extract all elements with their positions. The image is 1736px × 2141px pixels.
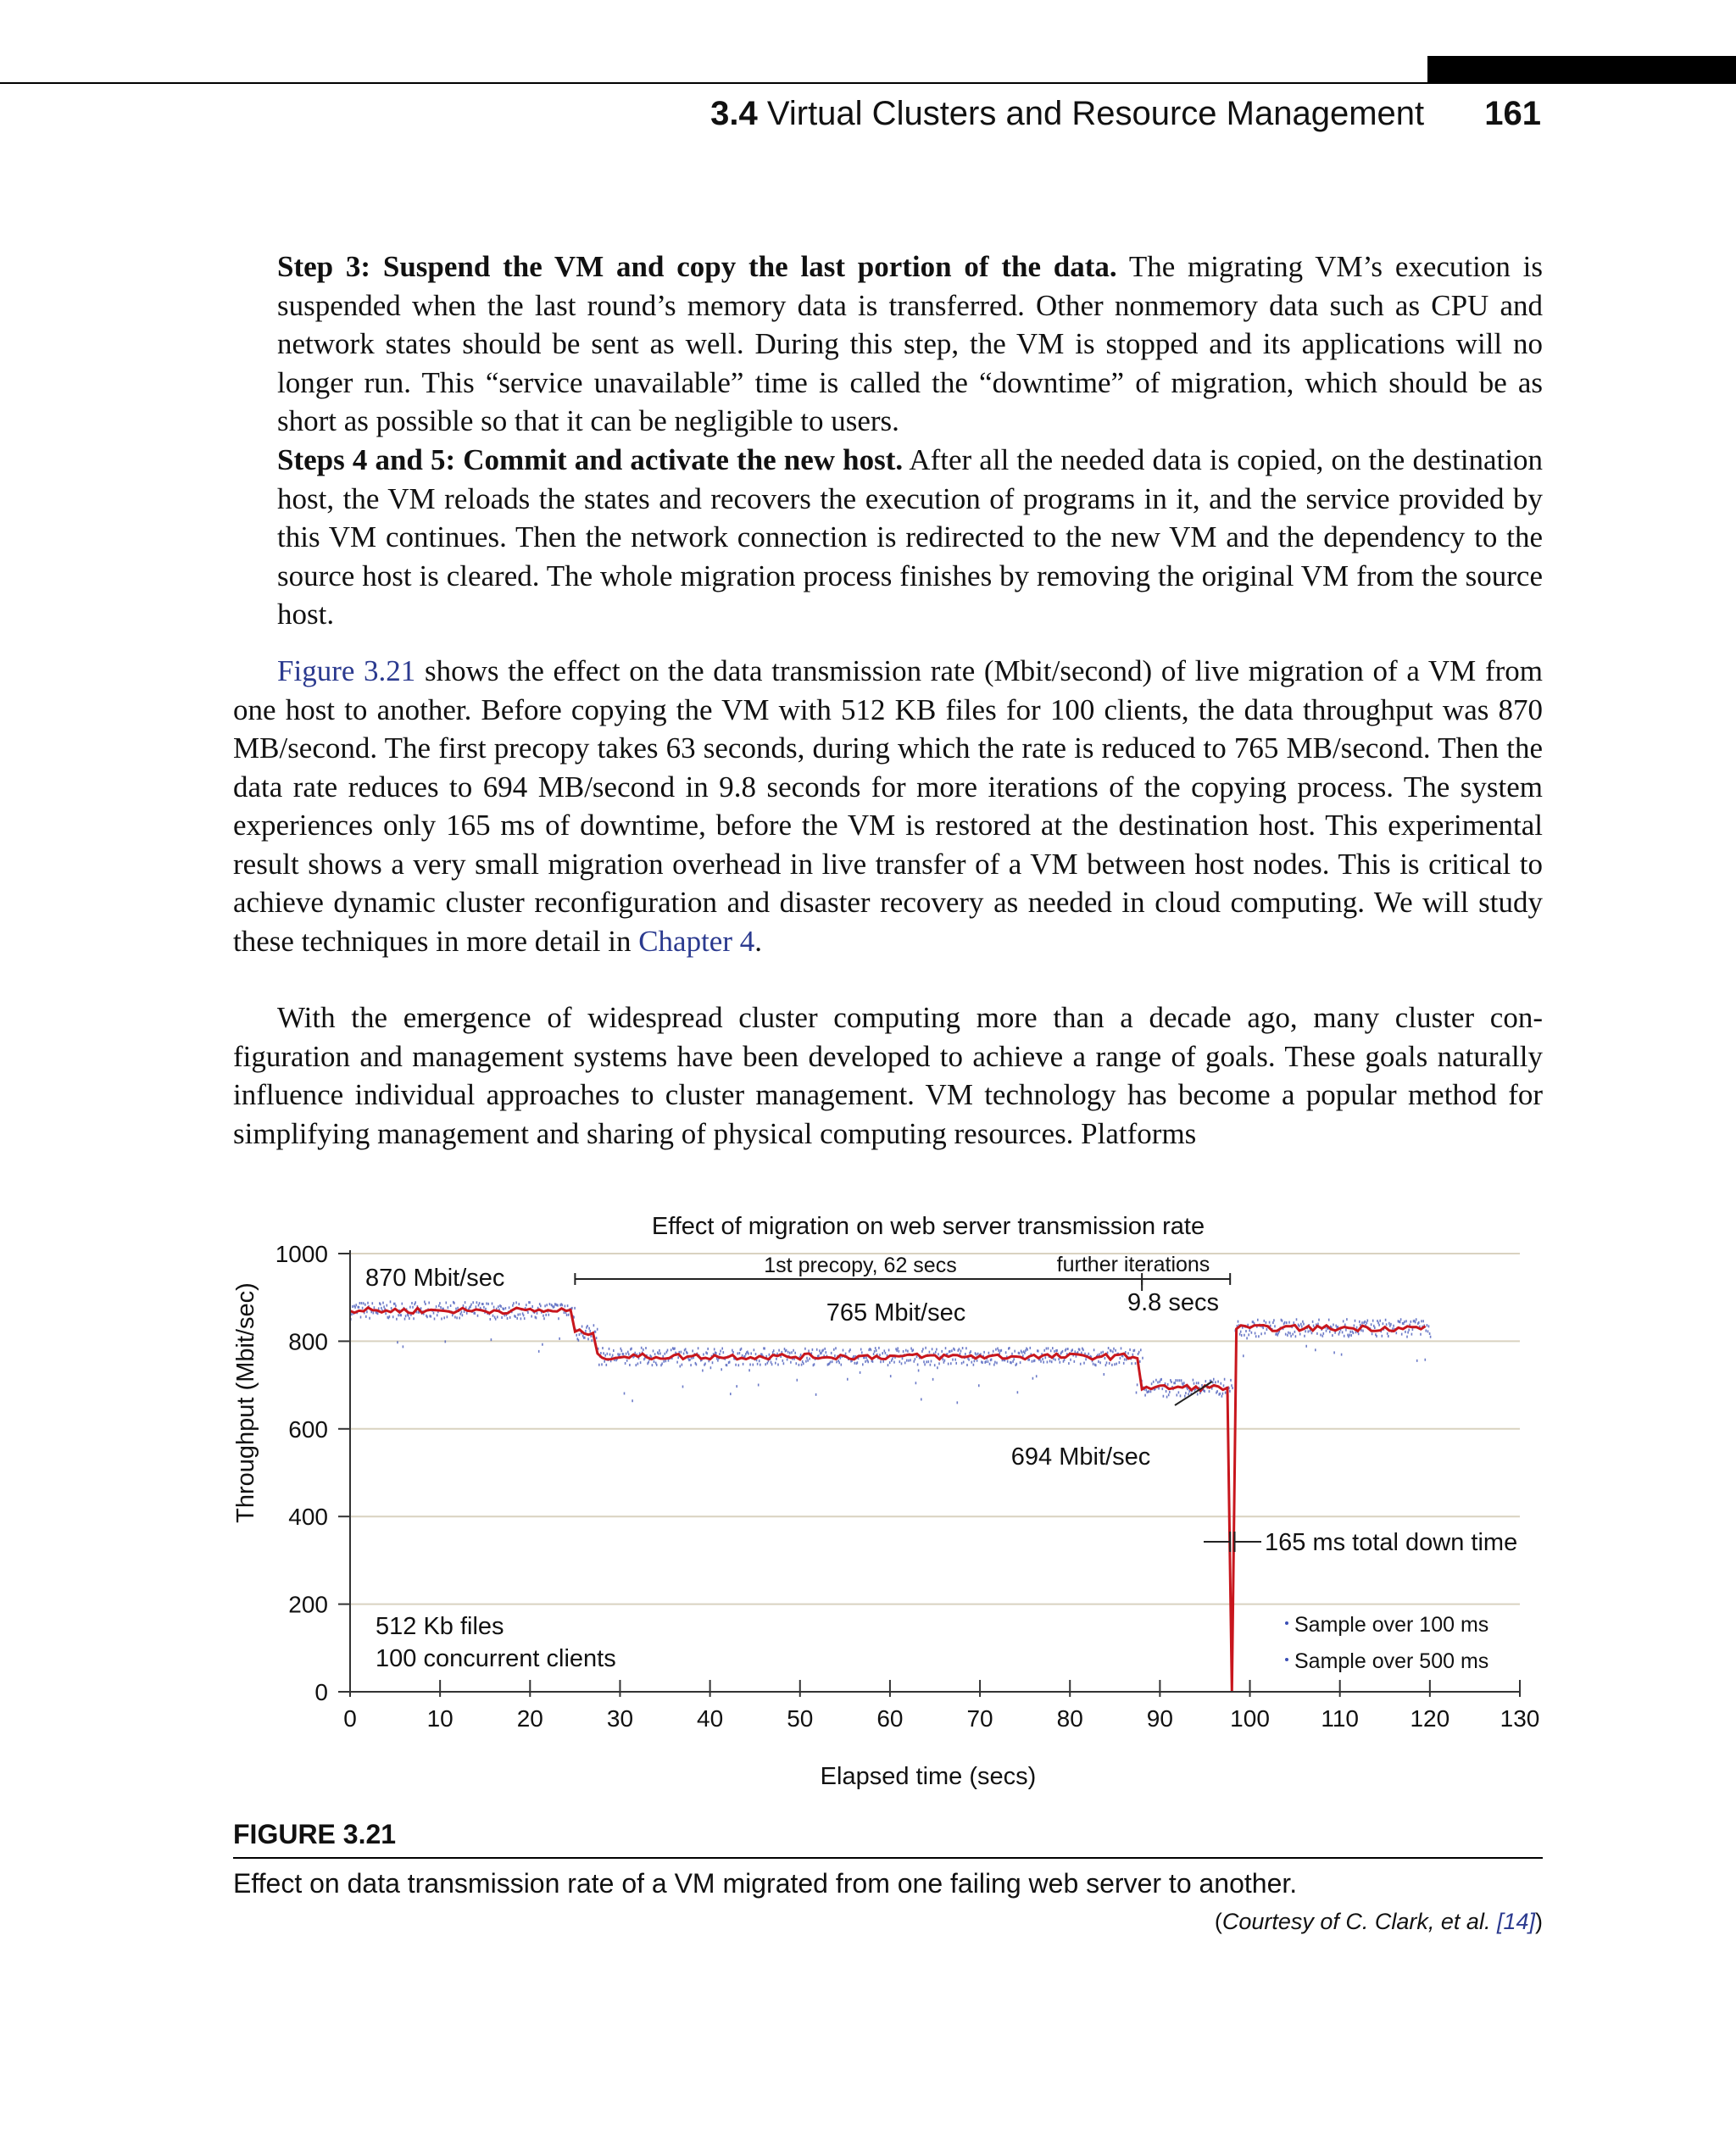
annotation-694-leader [1175, 1382, 1212, 1405]
courtesy-open: ( [1214, 1909, 1222, 1934]
text-line: VM from one host to another. Before copying the VM with 512 KB files for 100 clients, the data [233, 654, 1543, 726]
annotation-downtime: 165 ms total down time [1265, 1529, 1518, 1556]
x-tick-label: 0 [343, 1705, 357, 1732]
figure-rule [233, 1857, 1543, 1859]
figure-caption: Effect on data transmission rate of a VM migrated from one failing web server to another. [233, 1868, 1298, 1899]
text-line: reduced to 765 MB/second. Then the data rate reduces to 694 MB/second in 9.8 seconds for more [233, 731, 1543, 804]
reference-14-link[interactable]: [14] [1496, 1909, 1535, 1934]
x-tick-label: 60 [876, 1705, 904, 1732]
page-number: 161 [1484, 95, 1541, 132]
figure-courtesy [1215, 1909, 1543, 1935]
y-tick-label: 400 [288, 1504, 328, 1531]
x-tick-label: 90 [1146, 1705, 1173, 1732]
text-line: naturally influence individual approaches to cluster management. VM technology has become a [233, 1039, 1544, 1111]
y-tick-label: 200 [288, 1591, 328, 1618]
section-number: 3.4 [710, 95, 758, 132]
legend-100ms: Sample over 100 ms [1294, 1613, 1489, 1637]
annotation-clients: 100 concurrent clients [376, 1645, 616, 1672]
x-tick-label: 50 [787, 1705, 814, 1732]
text-line: removing the original VM from the source host. [277, 559, 1543, 631]
text-line: The migrating VM’s [1116, 250, 1383, 283]
annotation-further-iterations: further iterations [1056, 1253, 1210, 1276]
text-end: . [754, 924, 762, 958]
annotation-870: 870 Mbit/sec [365, 1265, 505, 1292]
text-line: overhead in live transfer of a VM between host nodes. This is critical to achieve dynamic cluster [233, 847, 1543, 919]
figure-label: FIGURE 3.21 [233, 1819, 397, 1849]
x-tick-label: 120 [1410, 1705, 1450, 1732]
x-tick-label: 110 [1321, 1705, 1360, 1732]
x-tick-label: 80 [1056, 1705, 1083, 1732]
text-line: migration, which should be as short as possible so that it can be negligible to users. [277, 365, 1544, 437]
section-title: Virtual Clusters and Resource Management [766, 95, 1425, 132]
text-line: execution is suspended when the last round’s memory data is transferred. Other nonmemory data [277, 250, 1543, 322]
text-line: iterations of the copying process. The system experiences only 165 ms of downtime, before the [233, 770, 1543, 842]
text-line: figuration and management systems have been developed to achieve a range of goals. These goals [233, 1039, 1428, 1073]
courtesy-close: ) [1535, 1909, 1543, 1934]
legend-marker-500ms [1285, 1658, 1288, 1661]
chart-title: Effect of migration on web server transmission rate [651, 1213, 1205, 1240]
text-line: service provided by this VM continues. Then the network connection is redirected to the new [277, 481, 1544, 553]
y-tick-label: 0 [314, 1679, 328, 1705]
y-tick-label: 1000 [275, 1241, 328, 1267]
courtesy-text: Courtesy of C. Clark, et al. [1221, 1909, 1497, 1934]
annotation-files: 512 Kb files [376, 1613, 504, 1640]
step-4-5-title: Steps 4 and 5: Commit and activate the new host. [277, 443, 904, 476]
annotation-precopy: 1st precopy, 62 secs [764, 1254, 957, 1277]
x-tick-label: 100 [1230, 1705, 1270, 1732]
y-tick-label: 800 [288, 1328, 328, 1355]
y-tick-label: 600 [288, 1415, 328, 1443]
legend-500ms: Sample over 500 ms [1294, 1649, 1489, 1673]
legend-marker-100ms [1285, 1621, 1288, 1625]
text-line: popular method for simplifying management and sharing of physical computing resources. Platforms [233, 1078, 1544, 1150]
text-line: its applications will no longer run. This “service unavailable” time is called the “downtime” of [277, 327, 1544, 399]
figure-3-21-link[interactable]: Figure 3.21 [277, 654, 416, 687]
x-tick-label: 40 [697, 1705, 724, 1732]
text-line: destination host, the VM reloads the states and recovers the execution of programs in it, and the [277, 443, 1544, 515]
text-line: VM and the dependency to the source host is cleared. The whole migration process finishes by [277, 520, 1544, 592]
step-3-title: Step 3: Suspend the VM and copy the last portion of the data. [277, 250, 1117, 283]
y-axis-label: Throughput (Mbit/sec) [232, 1282, 259, 1523]
x-tick-label: 20 [516, 1705, 543, 1732]
text-line: shows the effect on the data transmission rate (Mbit/second) of live migration of a [415, 654, 1420, 687]
annotation-694: 694 Mbit/sec [1010, 1443, 1151, 1471]
text-line: reconfiguration and disaster recovery as needed in cloud computing. We will study these techniques [233, 886, 1543, 958]
text-line: in more detail in [436, 924, 639, 958]
text-line: such as CPU and network states should be sent as well. During this step, the VM is stopped and [277, 288, 1544, 360]
text-line: VM is restored at the destination host. This experimental result shows a very small migration [233, 809, 1544, 881]
annotation-765: 765 Mbit/sec [826, 1299, 966, 1326]
x-tick-label: 30 [606, 1705, 634, 1732]
x-axis-label: Elapsed time (secs) [820, 1763, 1037, 1790]
annotation-9-8-secs: 9.8 secs [1127, 1289, 1219, 1316]
chapter-4-link[interactable]: Chapter 4 [638, 924, 755, 958]
text-line: With the emergence of widespread cluster computing more than a decade ago, many cluster con- [277, 1001, 1543, 1034]
x-tick-label: 130 [1500, 1705, 1540, 1732]
text-line: After all the needed data is copied, on the [903, 443, 1405, 476]
x-tick-label: 10 [426, 1705, 453, 1732]
text-line: throughput was 870 MB/second. The first precopy takes 63 seconds, during which the rate is [233, 692, 1544, 765]
x-tick-label: 70 [966, 1705, 993, 1732]
